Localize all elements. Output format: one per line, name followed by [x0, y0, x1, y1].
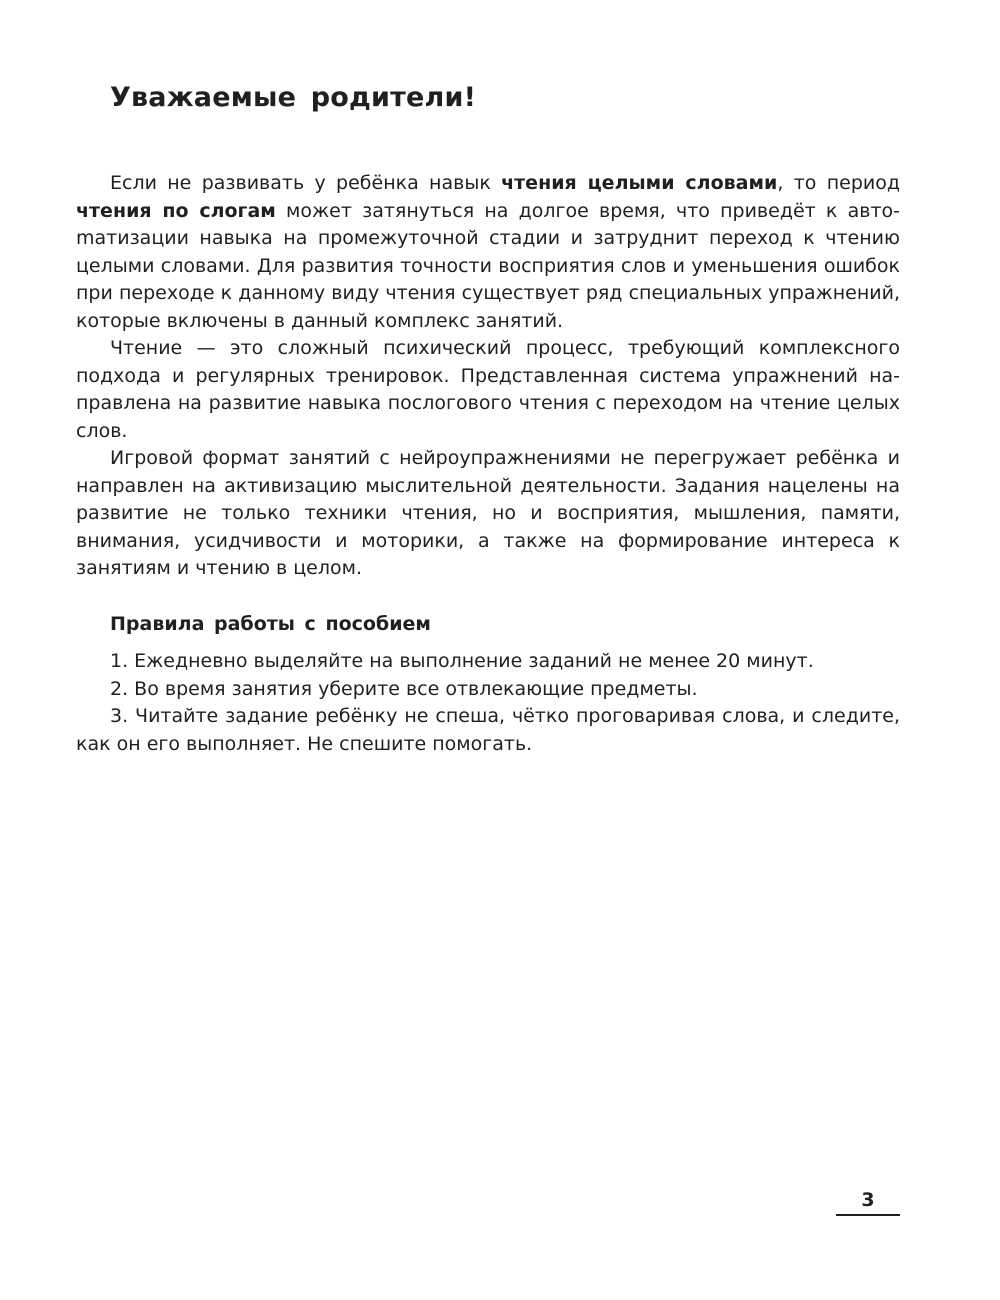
bold-term-syllable-reading: чтения по слогам — [76, 199, 276, 222]
rule-item-1: 1. Ежедневно выделяйте на выполнение заданий не менее 20 минут. — [110, 650, 814, 672]
paragraph-2 — [76, 335, 900, 445]
page-title: Уважаемые родители! — [110, 82, 477, 113]
rules-list — [76, 648, 900, 758]
paragraph-3 — [76, 445, 900, 583]
paragraph-2-text: Чтение — это сложный психический процесс, требующий комплексного подхода и регулярных тренировок. Представленная система упражнений направлена на развитие навыка послогового чтения с переходом на чтение целых слов. — [76, 337, 900, 442]
paragraph-1-text: Если не развивать у ребёнка навык — [110, 172, 502, 194]
paragraph-3-text: Игровой формат занятий с нейроупражнениями не перегружает ребёнка и направлен на активизацию мыслительной деятельности. Задания нацелены на развитие не только техники чтения, но и восприятия, мышления, памяти, внимания, усидчивости и моторики, а также на формирование интереса к занятиям и чтению в целом. — [76, 447, 900, 579]
bold-term-whole-word-reading: чтения целыми словами — [501, 172, 778, 194]
paragraph-1-text: , то период — [777, 172, 900, 194]
rule-item-2: 2. Во время занятия уберите все отвлекающие предметы. — [110, 677, 698, 700]
paragraph-1-text: может затянуться на долгое время, что приведёт к автоmатизации навыка на промежуточной стадии и затруднит переход к чтению целыми словами. Для развития точности восприятия слов и уменьшения ошибок при переходе к данному виду чтения существует ряд специальных упражнений, которые включены в данный комплекс занятий. — [76, 199, 900, 332]
page-number-underline — [836, 1214, 900, 1216]
intro-text — [76, 170, 900, 583]
rule-item-3: 3. Читайте задание ребёнку не спеша, чётко проговаривая слова, и следите, как он его выполняет. Не спешите помогать. — [76, 705, 900, 755]
paragraph-1 — [76, 170, 900, 335]
rules-heading: Правила работы с пособием — [110, 613, 431, 635]
page-number: 3 — [861, 1189, 875, 1211]
